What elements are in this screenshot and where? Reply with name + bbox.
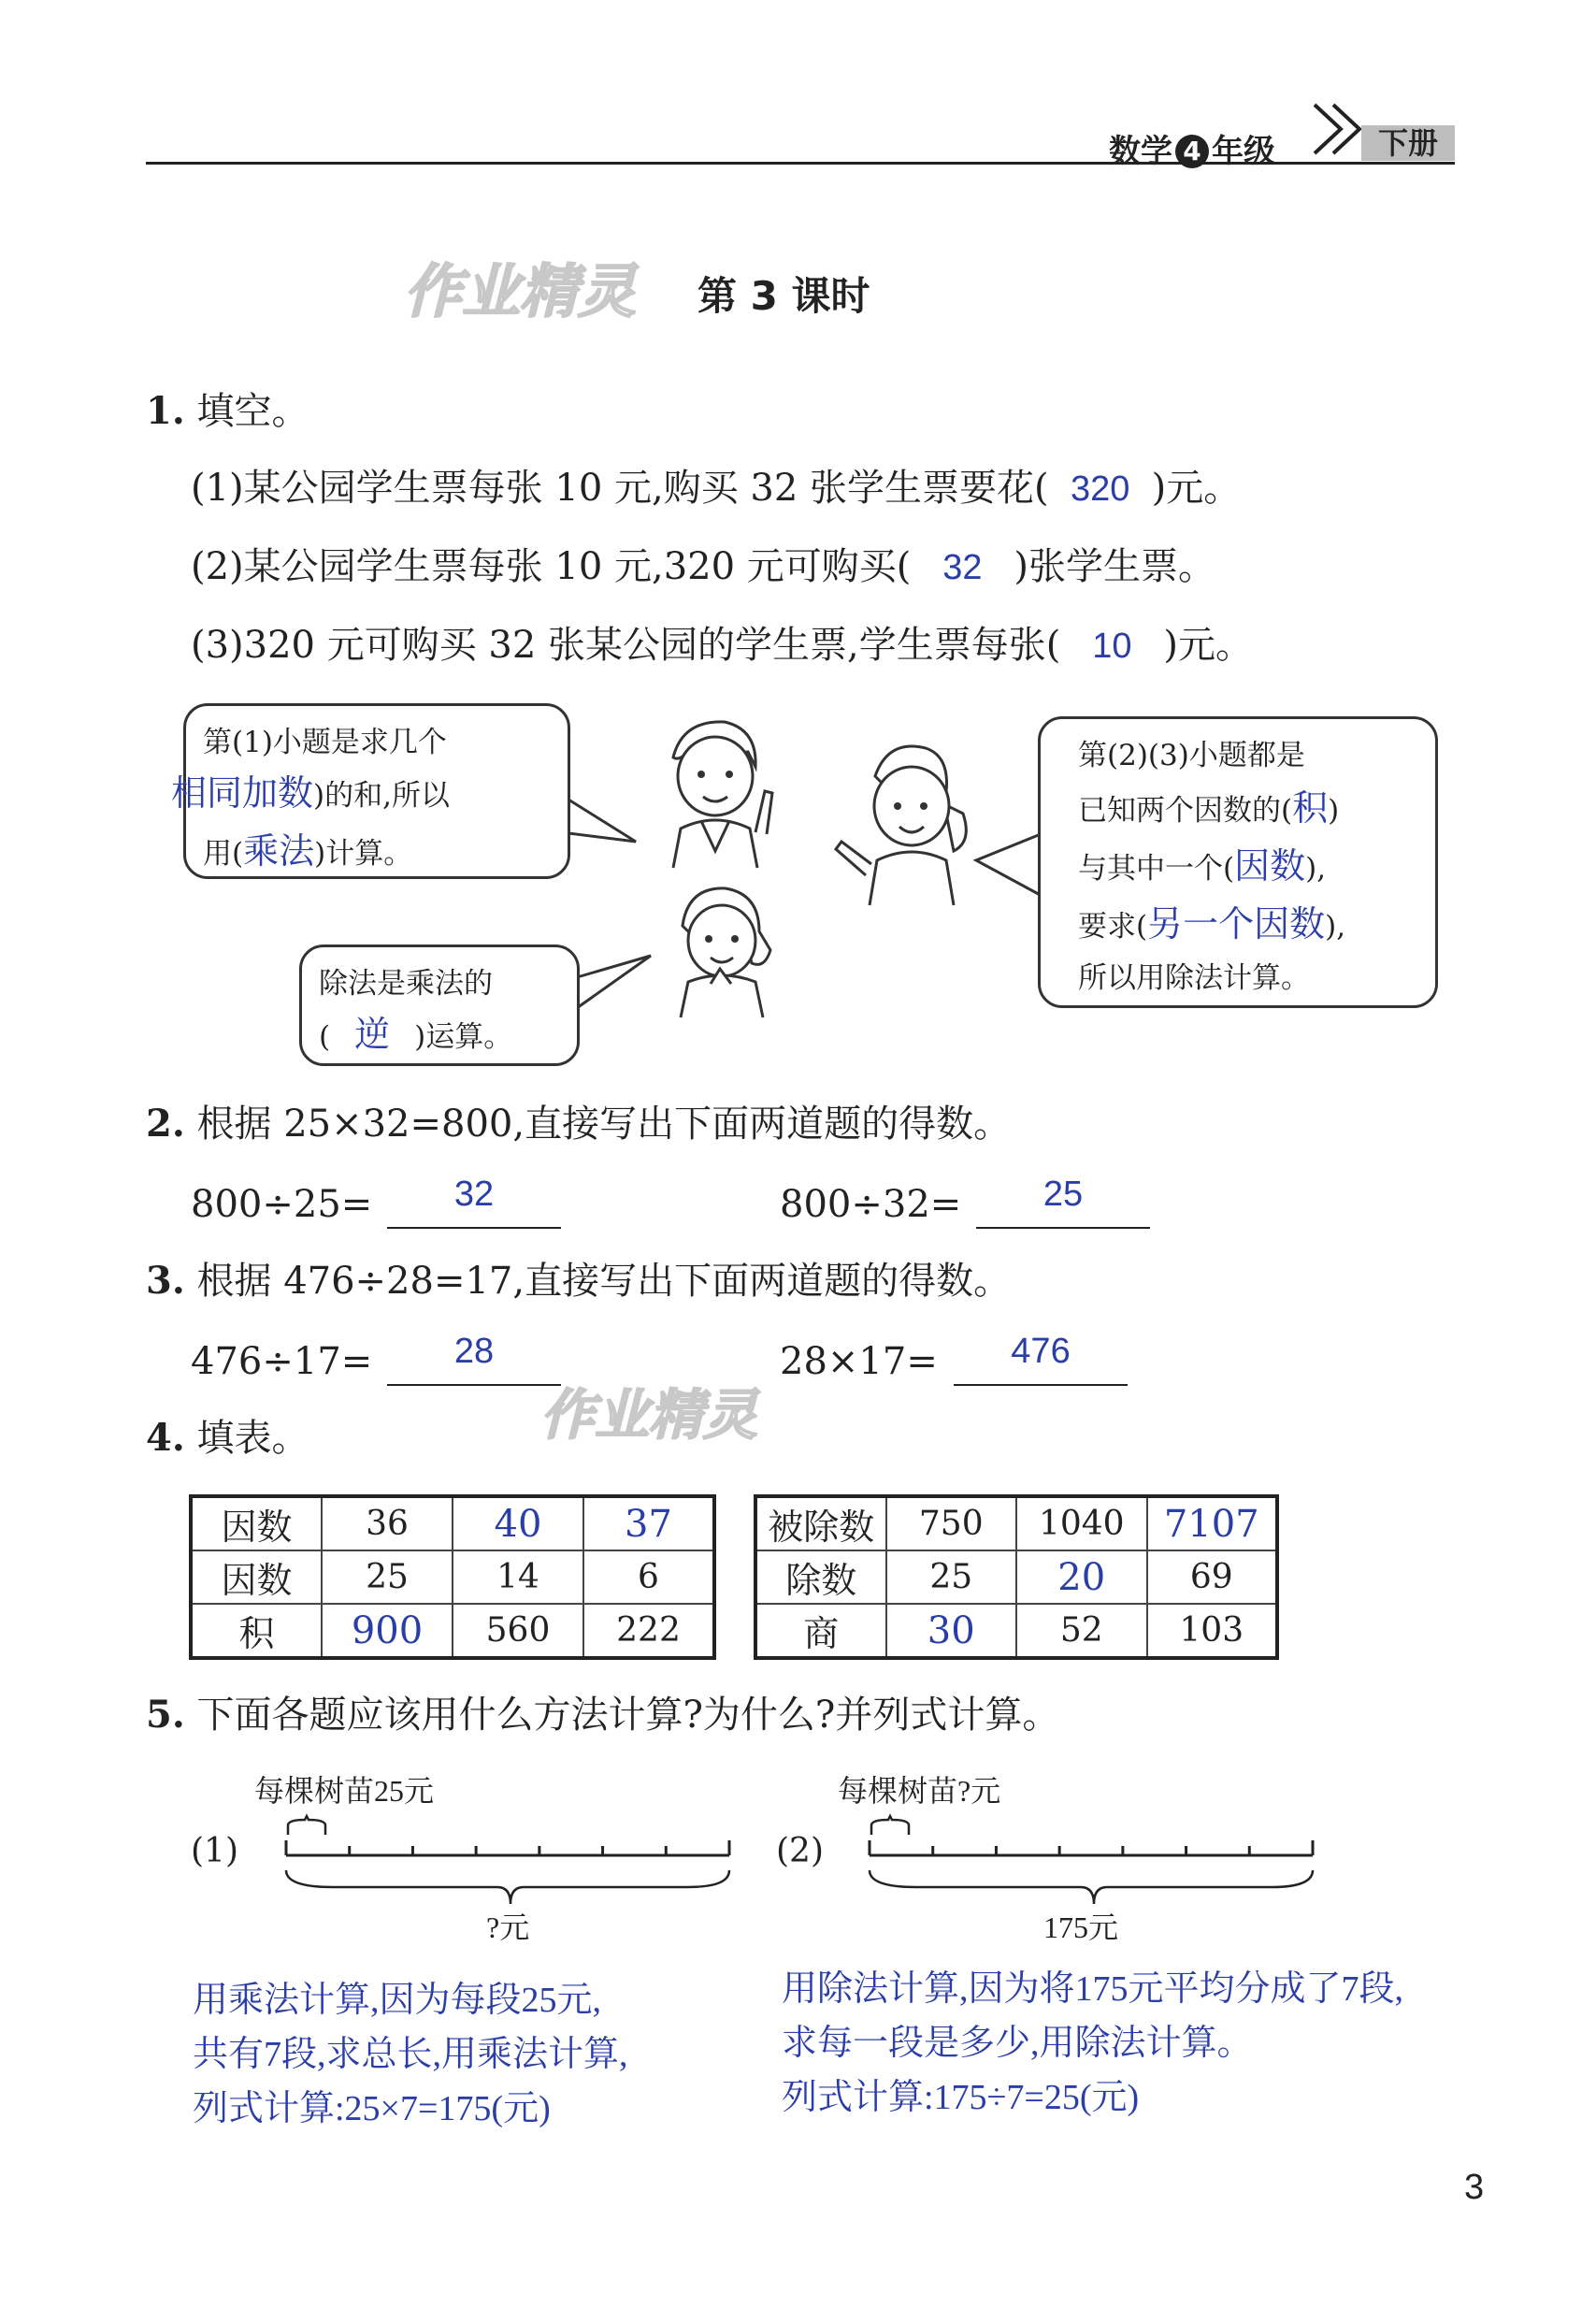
q3-left-expr: 476÷17= [191, 1340, 373, 1383]
table2-cell: 52 [1016, 1604, 1147, 1658]
q5-heading: 5. 下面各题应该用什么方法计算?为什么?并列式计算。 [146, 1693, 1060, 1737]
bubble-bottom: 除法是乘法的 ( 逆 )运算。 [299, 944, 580, 1066]
header-subject: 数学 4 年级 [1109, 133, 1275, 170]
table2-row [755, 1604, 1277, 1658]
bubble-right: 第(2)(3)小题都是 已知两个因数的(积) 与其中一个(因数), 要求(另一个因数), 所以用除法计算。 [1038, 716, 1438, 1008]
table2-cell: 30 [886, 1604, 1017, 1658]
table1-cell: 6 [583, 1550, 714, 1604]
q3-right-answer: 476 [1011, 1332, 1071, 1371]
q2-right-expr: 800÷32= [780, 1183, 962, 1226]
q3-left-line [387, 1384, 561, 1386]
table2-row [755, 1550, 1277, 1604]
page-number: 3 [1464, 2168, 1485, 2207]
q5-part1-label: (1) [191, 1832, 238, 1870]
q1-item-3: (3)320 元可购买 32 张某公园的学生票,学生票每张( 10 )元。 [191, 624, 1253, 667]
header-volume: 下册 [1361, 125, 1455, 161]
table2-row-header: 除数 [755, 1550, 886, 1604]
factor-table [189, 1494, 716, 1660]
q4-heading: 4. 填表。 [146, 1416, 309, 1460]
table1-cell: 900 [322, 1604, 453, 1658]
q5-part1-bottom-label: ?元 [486, 1910, 530, 1944]
table1-cell: 222 [583, 1604, 714, 1658]
q3-right-expr: 28×17= [780, 1340, 938, 1383]
girl-right-figure [823, 739, 982, 907]
table1-cell: 37 [583, 1496, 714, 1550]
table2-row-header: 被除数 [755, 1496, 886, 1550]
table2-cell: 750 [886, 1496, 1017, 1550]
q1-item-2: (2)某公园学生票每张 10 元,320 元可购买( 32 )张学生票。 [191, 545, 1215, 588]
table1-cell: 36 [322, 1496, 453, 1550]
table2-cell: 25 [886, 1550, 1017, 1604]
girl-bottom-figure [654, 879, 785, 1019]
table2-cell: 1040 [1016, 1496, 1147, 1550]
q2-right-answer: 25 [1042, 1175, 1084, 1214]
page-header [146, 122, 1455, 170]
grade-circle: 4 [1175, 135, 1209, 168]
q2-left-expr: 800÷25= [191, 1183, 373, 1226]
watermark-top: 作业精灵 [404, 257, 637, 325]
q5-part2-label: (2) [776, 1832, 824, 1870]
bubble-left: 第(1)小题是求几个 相同加数)的和,所以 用(乘法)计算。 [183, 703, 570, 879]
table2-cell: 20 [1016, 1550, 1147, 1604]
table1-cell: 14 [453, 1550, 583, 1604]
q1-answer-1: 320 [1070, 469, 1130, 509]
table1-row [191, 1604, 714, 1658]
table1-row [191, 1550, 714, 1604]
bubble-right-tail [972, 823, 1047, 907]
q2-left-line [387, 1227, 561, 1229]
table2-cell: 103 [1147, 1604, 1278, 1658]
q1-item-1: (1)某公园学生票每张 10 元,购买 32 张学生票要花( 320 )元。 [191, 467, 1242, 510]
q5-part2-answer: 用除法计算,因为将175元平均分成了7段, 求每一段是多少,用除法计算。 列式计算:175÷7=25(元) [782, 1969, 1404, 2117]
table1-row [191, 1496, 714, 1550]
table1-cell: 25 [322, 1550, 453, 1604]
lesson-title: 第 3 课时 [697, 273, 870, 319]
watermark-middle: 作业精灵 [540, 1383, 758, 1447]
q5-part2-top-label: 每棵树苗?元 [838, 1774, 1001, 1808]
table2-cell: 7107 [1147, 1496, 1278, 1550]
q2-heading: 2. 根据 25×32=800,直接写出下面两道题的得数。 [146, 1102, 1012, 1146]
q2-left-answer: 32 [453, 1175, 495, 1214]
division-table [754, 1494, 1279, 1660]
q1-heading: 1. 填空。 [146, 389, 309, 433]
boy-figure [636, 711, 785, 870]
q5-part2-bottom-label: 175元 [1043, 1910, 1119, 1944]
bubble-left-tail [561, 786, 645, 860]
q2-right-line [976, 1227, 1150, 1229]
table1-cell: 560 [453, 1604, 583, 1658]
table2-row [755, 1496, 1277, 1550]
q3-heading: 3. 根据 476÷28=17,直接写出下面两道题的得数。 [146, 1259, 1012, 1303]
table1-cell: 40 [453, 1496, 583, 1550]
table1-row-header: 积 [191, 1604, 322, 1658]
q3-left-answer: 28 [453, 1332, 495, 1371]
q3-right-line [954, 1384, 1128, 1386]
table1-row-header: 因数 [191, 1550, 322, 1604]
table2-row-header: 商 [755, 1604, 886, 1658]
table1-row-header: 因数 [191, 1496, 322, 1550]
q1-answer-2: 32 [942, 548, 983, 587]
q1-answer-3: 10 [1092, 627, 1132, 666]
table2-cell: 69 [1147, 1550, 1278, 1604]
q5-part1-answer: 用乘法计算,因为每段25元, 共有7段,求总长,用乘法计算, 列式计算:25×7=175(元) [193, 1981, 628, 2128]
q5-part1-top-label: 每棵树苗25元 [254, 1774, 435, 1808]
